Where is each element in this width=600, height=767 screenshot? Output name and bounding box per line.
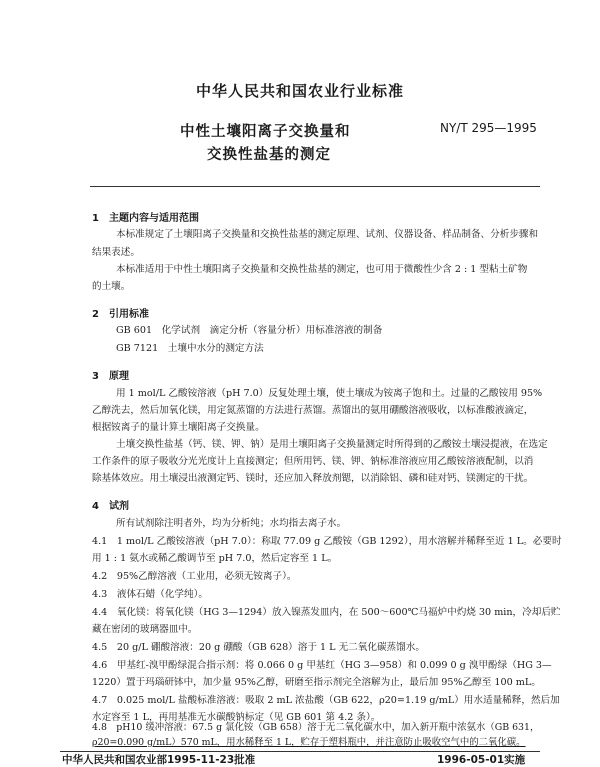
reagent-4-3: 4.3 液体石蜡（化学纯）。 [92, 589, 208, 600]
section-3-line: 乙醇洗去，然后加氧化镁，用定氮蒸馏的方法进行蒸馏。蒸馏出的氨用硼酸溶液吸收，以标准酸液滴定， [92, 405, 534, 416]
reagent-4-8: 4.8 pH10 缓冲溶液：67.5 g 氯化铵（GB 658）溶于无二氧化碳水中，加入新开瓶中浓氨水（GB 631， [92, 722, 540, 733]
reagent-4-7-cont: 水定容至 1 L，再用基准无水碳酸钠标定（见 GB 601 第 4.2 条）。 [92, 712, 381, 723]
standard-title-line-2: 交换性盐基的测定 [207, 147, 331, 163]
reference-gb7121: GB 7121 土壤中水分的测定方法 [116, 343, 264, 354]
standard-title-line-1: 中性土壤阳离子交换量和 [180, 124, 351, 140]
reagent-4-7: 4.7 0.025 mol/L 盐酸标准溶液：吸取 2 mL 浓盐酸（GB 622，ρ20=1.19 g/mL）用水适量稀释，然后加 [92, 695, 560, 706]
section-3-line: 工作条件的原子吸收分光光度计上直接测定；但所用钙、镁、钾、钠标准溶液应用乙酸铵溶液配制，以消 [92, 456, 534, 467]
header-divider [90, 186, 540, 187]
section-1-line: 本标准适用于中性土壤阳离子交换量和交换性盐基的测定，也可用于微酸性少含 2 : 1 型粘土矿物 [116, 264, 528, 275]
section-3-line: 用 1 mol/L 乙酸铵溶液（pH 7.0）反复处理土壤，使土壤成为铵离子饱和土。过量的乙酸铵用 95% [116, 388, 543, 399]
reference-gb601: GB 601 化学试剂 滴定分析（容量分析）用标准溶液的制备 [116, 325, 383, 336]
section-1-line: 的土壤。 [92, 281, 131, 292]
section-4-intro: 所有试剂除注明者外，均为分析纯；水均指去离子水。 [116, 518, 347, 529]
section-1-heading: 1 主题内容与适用范围 [92, 213, 199, 224]
section-1-line: 结果表述。 [92, 247, 140, 258]
standard-number: NY/T 295—1995 [440, 121, 537, 135]
reagent-4-2: 4.2 95%乙醇溶液（工业用，必须无铵离子）。 [92, 571, 297, 582]
section-2-heading: 2 引用标准 [92, 309, 149, 320]
reagent-4-4: 4.4 氧化镁：将氧化镁（HG 3—1294）放入镍蒸发皿内，在 500～600℃马福炉中灼烧 30 min，冷却后贮 [92, 607, 561, 618]
reagent-4-5: 4.5 20 g/L 硼酸溶液：20 g 硼酸（GB 628）溶于 1 L 无二氧化碳蒸馏水。 [92, 642, 425, 653]
section-3-heading: 3 原理 [92, 371, 129, 382]
issuing-authority: 中华人民共和国农业行业标准 [195, 82, 404, 100]
effective-date: 1996-05-01实施 [437, 754, 526, 766]
reagent-4-1-cont: 用 1 : 1 氨水或稀乙酸调节至 pH 7.0，然后定容至 1 L。 [92, 553, 338, 564]
reagent-4-6-cont: 1220）置于玛瑙研钵中，加少量 95%乙醇，研磨至指示剂完全溶解为止，最后加 95%乙醇至 100 mL。 [92, 677, 541, 688]
section-3-line: 除基体效应。用土壤浸出液测定钙、镁时，还应加入释放剂锶，以消除铝、磷和硅对钙、镁测定的干扰。 [92, 473, 534, 484]
reagent-4-6: 4.6 甲基红-溴甲酚绿混合指示剂：将 0.066 0 g 甲基红（HG 3—958）和 0.099 0 g 溴甲酚绿（HG 3— [92, 660, 552, 671]
section-1-line: 本标准规定了土壤阳离子交换量和交换性盐基的测定原理、试剂、仪器设备、样品制备、分析步骤和 [116, 229, 539, 240]
section-3-line: 根据铵离子的量计算土壤阳离子交换量。 [92, 422, 265, 433]
section-3-line: 土壤交换性盐基（钙、镁、钾、钠）是用土壤阳离子交换量测定时所得到的乙酸铵土壤浸提液，在选定 [116, 439, 548, 450]
reagent-4-8-cont: ρ20=0.090 g/mL）570 mL，用水稀释至 1 L，贮存于塑料瓶中，并注意防止吸收空气中的二氧化碳。 [92, 737, 526, 748]
reagent-4-4-cont: 藏在密闭的玻璃器皿中。 [92, 624, 198, 635]
approval-date: 中华人民共和国农业部1995-11-23批准 [62, 754, 256, 766]
section-4-heading: 4 试剂 [92, 501, 129, 512]
reagent-4-1: 4.1 1 mol/L 乙酸铵溶液（pH 7.0）：称取 77.09 g 乙酸铵（GB 1292），用水溶解并稀释至近 1 L。必要时 [92, 536, 562, 547]
